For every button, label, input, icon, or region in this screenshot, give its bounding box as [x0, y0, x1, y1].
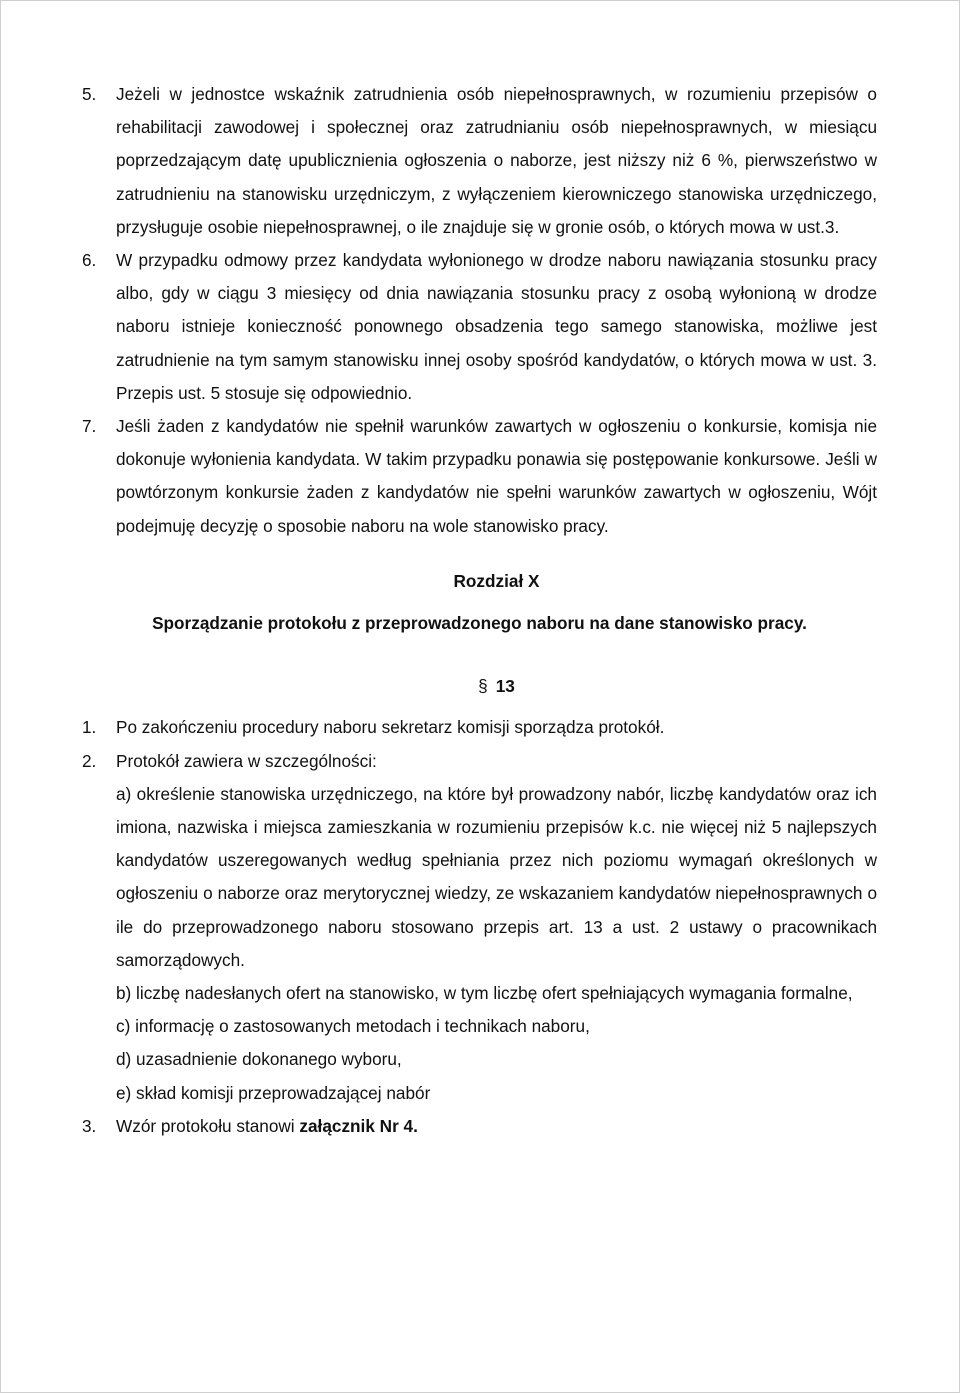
paragraph-text: Jeśli żaden z kandydatów nie spełnił warunków zawartych w ogłoszeniu o konkursie, komisja nie dokonuje wyłonienia kandydata. W takim przypadku ponawia się postępowanie konkursowe. Jeśli w powtórzonym konkursie żaden z kandydatów nie spełni warunków zawartych w ogłoszeniu, Wójt podejmuję decyzję o sposobie naboru na wole stanowisko pracy. [116, 416, 877, 536]
point-2 [82, 745, 877, 778]
subitem-a: a) określenie stanowiska urzędniczego, na które był prowadzony nabór, liczbę kandydatów oraz ich imiona, nazwiska i miejsca zamieszkania w rozumieniu przepisów k.c. nie więcej niż 5 najlepszych kandydatów uszeregowanych według spełniania przez nich poziomu wymagań określonych w ogłoszeniu o naborze oraz merytorycznej wiedzy, ze wskazaniem kandydatów niepełnosprawnych o ile do przeprowadzonego naboru stosowano przepis art. 13 a ust. 2 ustawy o pracownikach samorządowych. [116, 783, 877, 970]
subitem-c: c) informację o zastosowanych metodach i technikach naboru, [116, 1016, 590, 1037]
point-1 [82, 711, 877, 744]
paragraph-number: 5. [82, 84, 97, 104]
section-heading [82, 670, 877, 703]
paragraph-6 [82, 244, 877, 410]
subitem-e: e) skład komisji przeprowadzającej nabór [116, 1082, 431, 1103]
point-text: Protokół zawiera w szczególności: [116, 750, 377, 771]
point-number: 3. [82, 1115, 97, 1136]
point-number: 2. [82, 750, 97, 771]
subitem-d: d) uzasadnienie dokonanego wyboru, [116, 1049, 402, 1070]
point-text: Wzór protokołu stanowi [116, 1115, 300, 1136]
point-number: 1. [82, 717, 97, 738]
paragraph-number: 6. [82, 250, 97, 271]
section-number: 13 [495, 676, 515, 697]
chapter-subtitle: Sporządzanie protokołu z przeprowadzonego naboru na dane stanowisko pracy. [152, 613, 807, 634]
chapter-title: Rozdział X [453, 570, 540, 591]
section-symbol: § [478, 676, 488, 697]
subitem-b: b) liczbę nadesłanych ofert na stanowisko, w tym liczbę ofert spełniających wymagania formalne, [116, 983, 853, 1004]
paragraph-7 [82, 410, 877, 543]
point-3 [82, 1110, 877, 1143]
attachment-reference: załącznik Nr 4. [299, 1115, 418, 1136]
point-text: Po zakończeniu procedury naboru sekretarz komisji sporządza protokół. [116, 717, 665, 738]
paragraph-number: 7. [82, 416, 97, 437]
paragraph-text: Jeżeli w jednostce wskaźnik zatrudnienia osób niepełnosprawnych, w rozumieniu przepisów o rehabilitacji zawodowej i społecznej oraz zatrudnianiu osób niepełnosprawnych, w miesiącu poprzedzającym datę upublicznienia ogłoszenia o naborze, jest niższy niż 6 %, pierwszeństwo w zatrudnieniu na stanowisku urzędniczym, z wyłączeniem kierowniczego stanowiska urzędniczego, przysługuje osobie niepełnosprawnej, o ile znajduje się w gronie osób, o których mowa w ust.3. [116, 84, 877, 237]
document-content [82, 78, 877, 1143]
paragraph-5 [82, 78, 877, 244]
paragraph-text: W przypadku odmowy przez kandydata wyłonionego w drodze naboru nawiązania stosunku pracy albo, gdy w ciągu 3 miesięcy od dnia nawiązania stosunku pracy z osobą wyłonioną w drodze naboru istnieje konieczność ponownego obsadzenia tego samego stanowiska, możliwe jest zatrudnienie na tym samym stanowisku innej osoby spośród kandydatów, o których mowa w ust. 3. Przepis ust. 5 stosuje się odpowiednio. [116, 250, 877, 403]
